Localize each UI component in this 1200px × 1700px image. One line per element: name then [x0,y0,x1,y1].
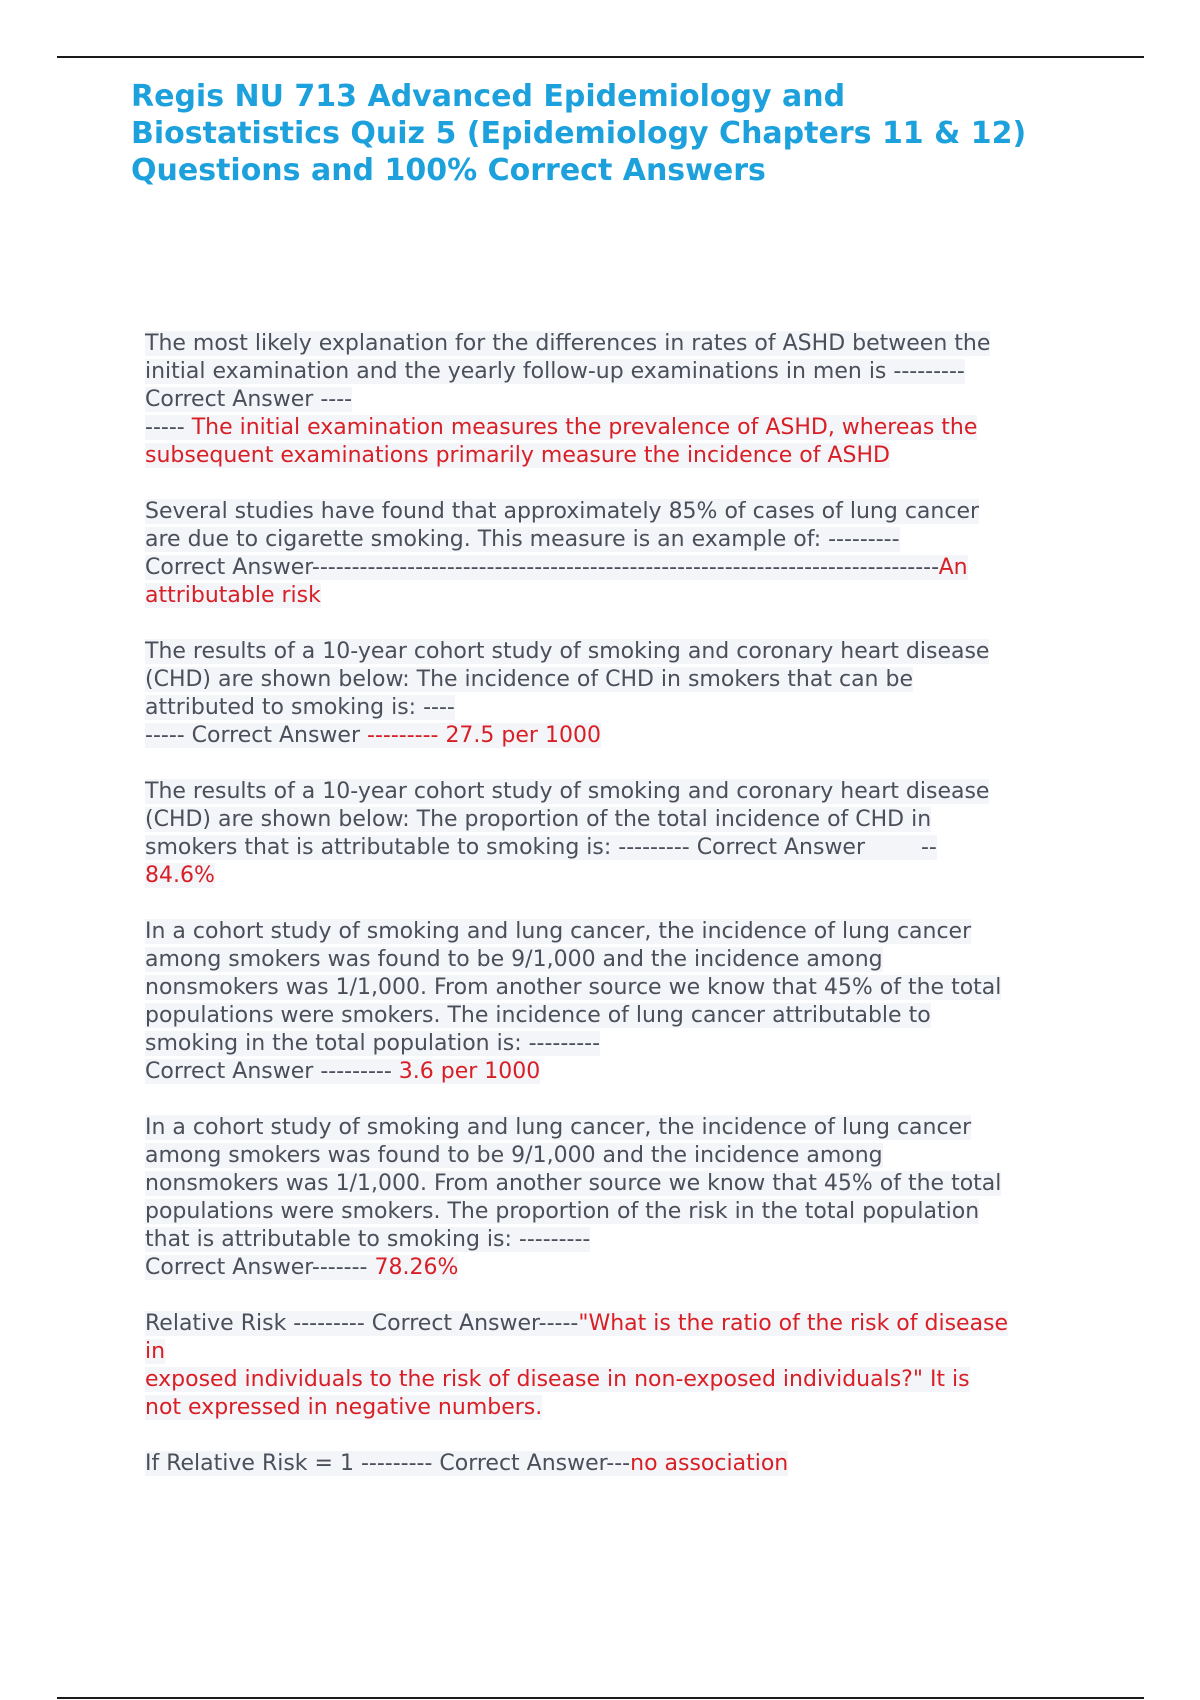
question-text: Correct Answer ---- [145,387,353,412]
qa-item [145,330,1105,470]
question-text: In a cohort study of smoking and lung cancer, the incidence of lung cancer [145,1115,972,1140]
qa-list [145,330,1105,1506]
answer-text: "What is the ratio of the risk of disease [578,1311,1009,1336]
document-title [131,78,1131,189]
question-text: ----- Correct Answer [145,723,367,748]
title-line: Questions and 100% Correct Answers [131,153,766,188]
question-text: among smokers was found to be 9/1,000 and the incidence among [145,947,883,972]
question-text: Several studies have found that approximately 85% of cases of lung cancer [145,499,980,524]
answer-text: 3.6 per 1000 [398,1059,541,1084]
question-text: populations were smokers. The proportion of the risk in the total population [145,1199,980,1224]
answer-text: attributable risk [145,583,321,608]
title-line: Biostatistics Quiz 5 (Epidemiology Chapters 11 & 12) [131,116,1027,151]
question-text: The most likely explanation for the differences in rates of ASHD between the [145,331,991,356]
question-text: are due to cigarette smoking. This measure is an example of: --------- [145,527,900,552]
qa-item [145,778,1105,890]
question-text: In a cohort study of smoking and lung cancer, the incidence of lung cancer [145,919,972,944]
qa-item [145,918,1105,1086]
question-text: (CHD) are shown below: The incidence of CHD in smokers that can be [145,667,913,692]
question-text: ----- [145,415,192,440]
answer-text: 78.26% [374,1255,459,1280]
question-text: smokers that is attributable to smoking is: --------- Correct Answer -- [145,835,937,860]
question-text: Relative Risk --------- Correct Answer----- [145,1311,579,1336]
qa-item [145,1450,1105,1478]
question-text: among smokers was found to be 9/1,000 and the incidence among [145,1143,883,1168]
answer-text: in [145,1339,166,1364]
answer-text: exposed individuals to the risk of disease in non-exposed individuals?" It is [145,1367,970,1392]
qa-item [145,498,1105,610]
answer-text: --------- 27.5 per 1000 [367,723,601,748]
question-text: nonsmokers was 1/1,000. From another source we know that 45% of the total [145,1171,1002,1196]
answer-text: 84.6% [145,863,215,888]
bottom-rule [57,1697,1144,1699]
answer-text: subsequent examinations primarily measure the incidence of ASHD [145,443,890,468]
question-text: The results of a 10-year cohort study of smoking and coronary heart disease [145,779,990,804]
question-text: that is attributable to smoking is: --------- [145,1227,591,1252]
question-text: (CHD) are shown below: The proportion of the total incidence of CHD in [145,807,932,832]
question-text: attributed to smoking is: ---- [145,695,455,720]
question-text: populations were smokers. The incidence of lung cancer attributable to [145,1003,931,1028]
question-text: The results of a 10-year cohort study of smoking and coronary heart disease [145,639,990,664]
qa-item [145,1114,1105,1282]
answer-text: not expressed in negative numbers. [145,1395,543,1420]
question-text: Correct Answer------- [145,1255,375,1280]
qa-item [145,638,1105,750]
answer-text: The initial examination measures the prevalence of ASHD, whereas the [191,415,978,440]
question-text: Correct Answer --------- [145,1059,399,1084]
qa-item [145,1310,1105,1422]
answer-text: An [938,555,968,580]
top-rule [57,56,1144,58]
answer-text: no association [630,1451,789,1476]
question-text: If Relative Risk = 1 --------- Correct Answer--- [145,1451,631,1476]
question-text: initial examination and the yearly follow-up examinations in men is --------- [145,359,965,384]
question-text: smoking in the total population is: --------- [145,1031,601,1056]
title-line: Regis NU 713 Advanced Epidemiology and [131,79,846,114]
question-text: nonsmokers was 1/1,000. From another source we know that 45% of the total [145,975,1002,1000]
question-text: Correct Answer------------------------------------------------------------------------------- [145,555,939,580]
